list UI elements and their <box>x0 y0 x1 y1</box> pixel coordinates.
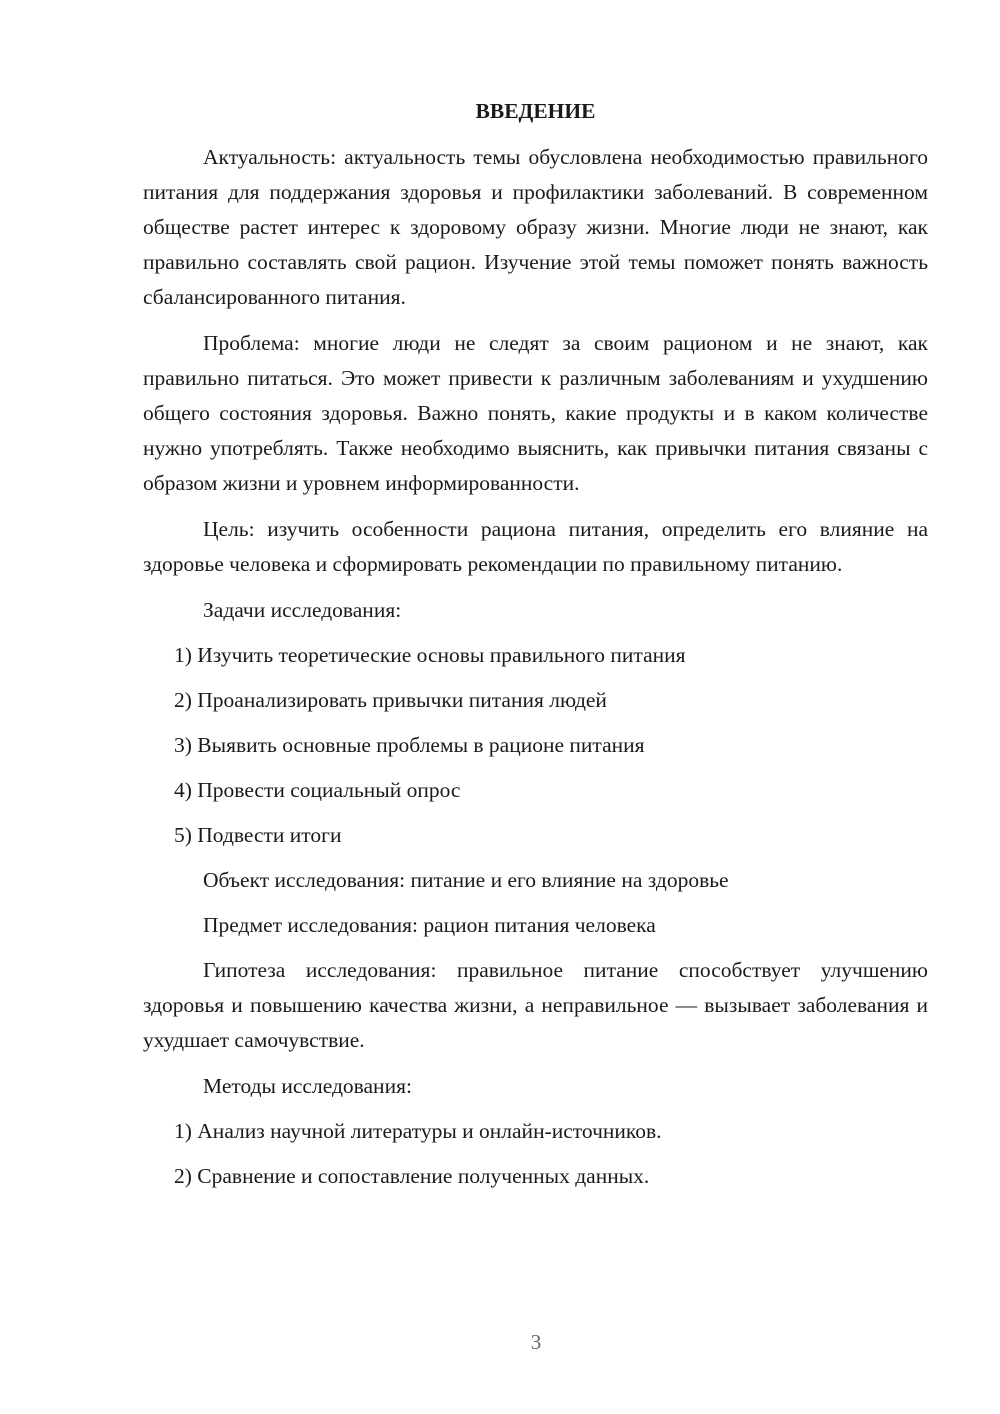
list-item: 1) Изучить теоретические основы правильного питания <box>174 643 686 667</box>
list-item: 2) Проанализировать привычки питания людей <box>174 688 607 712</box>
hypothesis-paragraph: Гипотеза исследования: правильное питание способствует улучшению здоровья и повышению качества жизни, а неправильное — вызывает заболевания и ухудшает самочувствие. <box>143 958 928 1052</box>
goal-paragraph: Цель: изучить особенности рациона питания, определить его влияние на здоровье человека и сформировать рекомендации по правильному питанию. <box>143 517 928 576</box>
list-item: 5) Подвести итоги <box>174 823 342 847</box>
relevance-paragraph: Актуальность: актуальность темы обусловлена необходимостью правильного питания для поддержания здоровья и профилактики заболеваний. В современном обществе растет интерес к здоровому образу жизни. Многие люди не знают, как правильно составлять свой рацион. Изучение этой темы поможет понять важность сбалансированного питания. <box>143 145 928 309</box>
subject-line: Предмет исследования: рацион питания человека <box>203 913 656 937</box>
list-item: 2) Сравнение и сопоставление полученных данных. <box>174 1164 650 1188</box>
list-item: 1) Анализ научной литературы и онлайн-источников. <box>174 1119 662 1143</box>
section-title: ВВЕДЕНИЕ <box>475 99 596 123</box>
tasks-heading: Задачи исследования: <box>203 598 402 622</box>
list-item: 4) Провести социальный опрос <box>174 778 461 802</box>
object-line: Объект исследования: питание и его влияние на здоровье <box>203 868 729 892</box>
tasks-list <box>143 638 928 853</box>
problem-paragraph: Проблема: многие люди не следят за своим рационом и не знают, как правильно питаться. Это может привести к различным заболеваниям и ухудшению общего состояния здоровья. Важно понять, какие продукты и в каком количестве нужно употреблять. Также необходимо выяснить, как привычки питания связаны с образом жизни и уровнем информированности. <box>143 331 928 495</box>
methods-list <box>143 1114 928 1194</box>
page-number: 3 <box>530 1330 542 1354</box>
page-content <box>143 94 928 1204</box>
list-item: 3) Выявить основные проблемы в рационе питания <box>174 733 645 757</box>
methods-heading: Методы исследования: <box>203 1074 412 1098</box>
